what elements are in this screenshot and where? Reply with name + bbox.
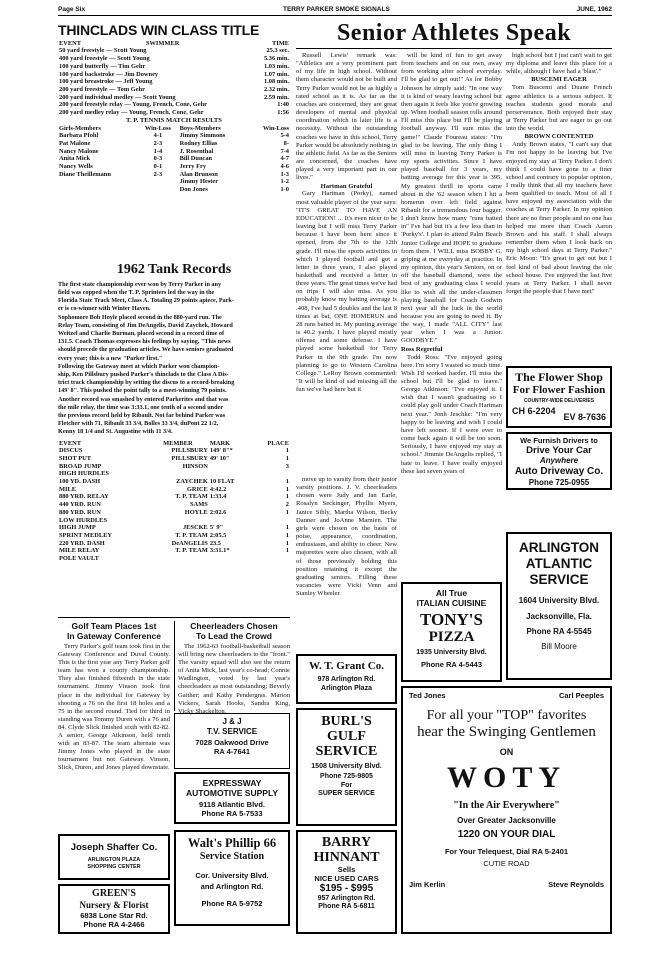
swim-time: 2.59 min. bbox=[263, 93, 289, 101]
girl-record: 2-3 bbox=[153, 170, 163, 178]
cheer-continued bbox=[296, 476, 397, 598]
boy-record: 7-4 bbox=[280, 147, 289, 155]
senior-col1 bbox=[296, 52, 397, 472]
senior-col3 bbox=[506, 52, 612, 362]
swim-time: 2.32 min. bbox=[263, 85, 289, 93]
tonys-pizza-ad: All True ITALIAN CUISINE TONY'S PIZZA 1935 University Blvd. Phone RA 4-5443 bbox=[401, 582, 502, 682]
senior-title: Senior Athletes Speak bbox=[336, 20, 572, 46]
subhead: BUSCEMI EAGER bbox=[531, 76, 587, 84]
subhead: Ross Regretful bbox=[401, 345, 443, 353]
col-event: EVENT bbox=[59, 39, 82, 47]
divider bbox=[58, 617, 290, 618]
shaffer-ad: Joseph Shaffer Co. ARLINGTON PLAZA SHOPPING CENTER bbox=[58, 834, 170, 880]
subhead: BROWN CONTENTED bbox=[524, 133, 594, 141]
cheer-article bbox=[174, 621, 290, 715]
flower-shop-ad: The Flower Shop For Flower Fashion COUNTRY-WIDE DELIVERIES CH 6-2204 EV 8-7636 bbox=[506, 366, 612, 428]
swim-time: 1.08 min. bbox=[263, 78, 289, 86]
swim-time: 1.03 min. bbox=[263, 62, 289, 70]
swim-event: 200 yard individual medley — Scott Young bbox=[59, 93, 176, 101]
swim-time: 1.07 min. bbox=[263, 70, 289, 78]
swim-time: 25.3 sec. bbox=[266, 47, 289, 55]
col-place: PLACE bbox=[267, 439, 289, 447]
boy-name: Bill Duncan bbox=[179, 155, 213, 163]
col-swimmer: SWIMMER bbox=[145, 39, 180, 47]
boy-record: 4-6 bbox=[280, 163, 289, 171]
senior-text: Gary Hartman (Porky), named most valuable player of the year says: "IT'S GREAT TO HAVE AN EDUCATION! ... It's even nicer to be leaving but I will miss Terry Parker because I have been here since it opened, from the 7th to the 12th grade. I'll miss the sports activities in which I played football and got a letter in three years, I also played basketball and received a letter in three years. The great times we've had on trips I will also miss. As you probably know my batting average is .408, I've had 5 doubles and the last 8 times at bat, ONE HOMERUN and 28 runs batted in. My punting average is 40.2 yards. I have played mostly offense and some defense. I have played some basketball for Terry Parker in the 9th grade. I'm now planning to go to Western Carolina College." LeRoy Brown commented: "It will be kind of sad missing all the fun we've had here but it bbox=[296, 190, 397, 394]
swim-event: 100 yard breastroke — Jeff Young bbox=[59, 78, 153, 86]
golf-body: Terry Parker's golf team took first in the Gateway Conference and Duval County. This is the first year any Terry Parker golf team has won a county championship. They also finished fifteenth in the state tournament. Jimmy Vinson took first place in the individual for Gateway by shooting a 76 on the first 18 holes and a 75 in the second round. Tied for third in standing was Tommy Duren with a 76 and 84. Clyde Slick finished sixth with 82-82. A senior, George Atkinson, held tenth with an 83-87. The team alternate was Jimmy Jones who played in the state tournament but not Gateway. Vinson, Slick, Duren, and Jones played downstate. bbox=[58, 643, 170, 772]
col-mark: MARK bbox=[209, 439, 231, 447]
boy-name: Jerry Fry bbox=[179, 163, 207, 171]
cheer-title: Cheerleaders Chosen To Lead the Crowd bbox=[190, 621, 278, 641]
barry-hinnant-ad: BARRY HINNANT Sells NICE USED CARS $195 - $995 957 Arlington Rd. Phone RA 5-6811 bbox=[296, 830, 397, 934]
thinclads-article bbox=[58, 22, 290, 194]
swim-event: 50 yard freestyle — Scott Young bbox=[59, 47, 147, 55]
swim-event: 100 yard butterfly — Tim Gehr bbox=[59, 62, 146, 70]
senior-text: Andy Brown states, "I can't say that I'm not happy to be leaving but I've enjoyed my stay at Terry Parker. I don't think I could have gone to a finer school and contrary to popular opinion, I really think that all my teachers have been qualified to teach. Most of all I have enjoyed my association with the coaches at Terry Parker. In my opinion there are no finer people and no one has helped me more than Coach Aaron Brown and his staff. I shall always remember them when I look back on my high school days at Terry Parker." Eric Moon: "It's great to get out but I feel kind of bad about leaving the ole school house. I've enjoyed the last five years at Terry Parker. I shall never forget the people that I have met" bbox=[506, 141, 612, 296]
boy-record: 8- bbox=[283, 139, 289, 147]
swim-time: 1:40 bbox=[277, 101, 289, 109]
girl-name: Diane Theillemann bbox=[59, 170, 111, 178]
arlington-atlantic-ad: ARLINGTON ATLANTIC SERVICE 1604 University Blvd. Jacksonville, Fla. Phone RA 4-5545 Bill Moore bbox=[506, 532, 612, 680]
auto-driveway-ad: We Furnish Drivers to Drive Your Car Anywhere Auto Driveway Co. Phone 725-0955 bbox=[506, 432, 612, 490]
expressway-ad: EXPRESSWAY AUTOMOTIVE SUPPLY 9118 Atlantic Blvd. Phone RA 5-7533 bbox=[174, 772, 290, 824]
issue-date: JUNE, 1962 bbox=[576, 6, 612, 13]
tank-title: 1962 Tank Records bbox=[116, 262, 232, 277]
senior-text: Tom Buscemi and Duane French agree athletics is a serious subject. It teaches students good morals and perserverance. Both enjoyed their stay at Terry Parker but are eager to go out into the world. bbox=[506, 84, 612, 133]
col-winloss: Win-Loss bbox=[262, 124, 289, 132]
senior-col2 bbox=[401, 52, 502, 475]
swim-event: 200 yard freestyle relay — Young, French, Cone, Gehr bbox=[59, 101, 207, 109]
boy-name: Jimmy Hester bbox=[179, 178, 219, 186]
golf-article bbox=[58, 621, 170, 831]
col-girls: Girls-Members bbox=[59, 124, 101, 132]
thinclads-title: THINCLADS WIN CLASS TITLE bbox=[58, 22, 260, 38]
boy-name: Don Jones bbox=[179, 186, 208, 194]
girl-name: Pat Malone bbox=[59, 139, 91, 147]
girl-record: 2-3 bbox=[153, 139, 163, 147]
subhead: Hartman Grateful bbox=[320, 182, 373, 190]
senior-text: Todd Ross: "I've enjoyed going here. I'm sorry I wasted so much time. Wish I'd worked harder. I'll miss the school but I'll be glad to leave." George Atkinson: "I've enjoyed it. I wish that I wasn't graduating so I could play golf under Coach Hartman next year." Jonh Jeschke: "I'm very happy to be leaving and wish I could have left sooner. If I were ever to come back again it will be too soon. Seriously, I have enjoyed my stay at school." Jimmie DeAngelis replied, "I hate to leave. I have really enjoyed these last seven years of bbox=[401, 353, 502, 475]
swim-time: 1:56 bbox=[277, 108, 289, 116]
woty-radio-ad: Ted Jones Carl Peeples For all your "TOP" favorites hear the Swinging Gentlemen ON WOTY "In the Air Everywhere" Over Greater Jacksonville 1220 ON YOUR DIAL For Your Telequest, Dial RA 5-2401 CUTIE ROAD Jim Kerlin Steve Reynolds bbox=[401, 686, 612, 934]
senior-text: move up to varsity from their junior varsity positions. J. V. cheerleaders chosen were Judy and Jan Earle, Rosalyn Seckinger, Phyllis Myers, Janice Sibly, Martha Wilson, Becky Danner and JoAnne Marnien. The girls were chosen on the basis of poise, appearance, coordination, enthusiasm, and ability to cheer. New majorettes were also chosen, with all of those previously holding this position retaining it except the graduating seniors. Filling these vacancies were Vicki Venn and Stanley Wheeler. bbox=[296, 476, 397, 598]
boy-record: 5-4 bbox=[280, 132, 289, 140]
col-time: TIME bbox=[271, 39, 289, 47]
boy-record: 4-7 bbox=[280, 155, 289, 163]
track-table: EVENT MEMBER MARK PLACE DISCUS PILLSBURY 149' 8"* 1 SHOT PUT PILLSBURY 49' 10" 1 BROAD JUMP HINSON 3 HIGH HURDLES 100 YD. DASH ZAYCHEK 10 FLAT 1 MILE GRICE 4:42.2 1 880 YRD. RELAY T. P. TEAM 1:33.4 1 440 YRD. RUN SAMS 2 880 YRD. RUN HOYLE 2:02.6 1 LOW HURDLES HIGH JUMP JESCKE 5' 9" 1 SPRINT MEDLEY T. P. TEAM 2:05.5 1 220 YRD. DASH DeANGELIS 23.5 1 MILE RELAY T. P. TEAM 3:31.1* 1 POLE VAULT bbox=[59, 439, 289, 562]
tank-body: The first state championship ever won by Terry Parker in any field was copped when the T. P. Sprinters led the way in the Florida State Track Meet, Class A. Totaling 29 points apiece, Park- er is co-winner with Winter Haven. Sophomore Bob Hoyle placed second in the 880-yard run. The Relay Team, consisting of Jim DeAngelis, David Zaychek, Howard Weitzel and Charlie Burman, placed second in a record time of 131.5. Coach Thomas expresses his feelings by saying, "This news should precede the graduation articles. We have seniors graduated every year; this is a new "Parker first." Following the Gateway meet at which Parker won champion- ship, Ken Pillsbury pushed Parker's thinclads to the Class A Dis- trict track championship by setting the discus to a record-breaking 149' 8". This pushed the point tally to a meet-winning 79 points. Another record was smashed by entered Parkerites and that was the mile relay, the time was 3:33.1, one tenth of a second under the previous record held by Ribault. Not far behind Parker was Fletcher with 71, Ribault 33 3/4, Bolles 33 3/4, duPont 22 1/2, Kenny 18 1/4 and St. Augustine with 11 3/4. bbox=[58, 280, 235, 436]
girl-record: 4-1 bbox=[153, 132, 163, 140]
cheer-body: The 1962-63 football-basketball season will bring new cheerleaders to the "front." The varsity squad will also see the return of Anita Mick, last year's co-head; Connie Wadlington, voted by last year's cheerleaders as most outstanding; Beverly Gaither; and Kathy Pendergras. Marion Vickers, Sarah Hooks, Sandra King, Vicky Shackelton, bbox=[178, 643, 290, 715]
boy-name: Jimmy Simmons bbox=[179, 132, 226, 140]
girl-record: 1-4 bbox=[153, 147, 163, 155]
swim-table bbox=[58, 40, 290, 117]
wt-grant-ad: W. T. Grant Co. 978 Arlington Rd. Arlington Plaza bbox=[296, 654, 397, 704]
swim-event: 400 yard freestyle — Scott Young bbox=[59, 55, 150, 63]
page-number: Page Six bbox=[58, 6, 86, 13]
boy-record: 1-2 bbox=[280, 178, 289, 186]
col-boys: Boys-Members bbox=[179, 124, 221, 132]
swim-event: 200 yard medley relay — Young, French, Cone, Gehr bbox=[59, 108, 204, 116]
girl-record: 0-1 bbox=[153, 163, 163, 171]
girl-name: Nancy Wells bbox=[59, 163, 93, 171]
tennis-title: T. P. TENNIS MATCH RESULTS bbox=[126, 116, 222, 124]
greens-nursery-ad: GREEN'S Nursery & Florist 6838 Lone Star Rd. Phone RA 4-2466 bbox=[58, 884, 170, 934]
senior-text: high school but I just can't wait to get my diploma and leave this place for a while, although I have had a 'blast'." bbox=[506, 52, 612, 76]
paper-name: TERRY PARKER SMOKE SIGNALS bbox=[283, 6, 390, 13]
walts-phillips-ad: Walt's Phillip 66 Service Station Cor. University Blvd. and Arlington Rd. Phone RA 5-9752 bbox=[174, 830, 290, 926]
divider bbox=[296, 48, 612, 49]
swim-event: 100 yard backstroke — Jim Downey bbox=[59, 70, 159, 78]
golf-title: Golf Team Places 1st In Gateway Conference bbox=[66, 621, 161, 641]
girl-name: Barbara Pfohl bbox=[59, 132, 99, 140]
tennis-table bbox=[58, 125, 290, 194]
girl-record: 0-3 bbox=[153, 155, 163, 163]
col-member: MEMBER bbox=[163, 439, 193, 447]
girl-name: Nancy Malone bbox=[59, 147, 99, 155]
boy-name: J. Rosenthal bbox=[179, 147, 214, 155]
boy-name: Alan Brunson bbox=[179, 170, 218, 178]
boy-name: Rodney Ellias bbox=[179, 139, 218, 147]
col-event: EVENT bbox=[59, 439, 82, 447]
page-header bbox=[58, 6, 612, 16]
senior-text: will be kind of fun to get away from teachers and on our own, away from working after school everyday. I'll be glad to get out!" As for Bobby Johnson he simply said: "In one way it is kind of weary leaving school but then again it feels like you're growing up. When football season rolls around I'll miss this place but I'll be playing football anyway. I'll sure miss the game!" Claude Foureau states: "I'm glad to be leaving. The only thing I will miss in leaving Terry Parker is my sports activities. Since I have played baseball for 3 years, my batting average for this year is 395. My greatest thrill in sports came about in the '62 season when I hit a homerun over left field against Ribault for a tremendous four bagger. I don't know how many "runs batted in" I've had but it's a few less than in 'Porky's'. I plan to attend Palm Beach Junior College and HOPE to graduate from there. I WILL miss BOBBY G. griping at me everyday at practice. In my opinion, this year's Seniors, on or off the baseball diamond, were the best of any graduating class I would like to wish all the under-classmen playing baseball for Coach Godwin next year all the luck in the world because you are going to need it. By the way, I made "ALL CITY" last year when I was a Junior. GOODBYE." bbox=[401, 52, 502, 345]
jj-tv-ad: J & J T.V. SERVICE 7028 Oakwood Drive RA 4-7641 bbox=[174, 713, 290, 769]
col-winloss: Win-Loss bbox=[144, 124, 171, 132]
boy-record: 1-3 bbox=[280, 170, 289, 178]
swim-time: 5.36 min. bbox=[263, 55, 289, 63]
senior-text: Russell Lewis' remark was: "Athletics are a very prominent part of my life in high school. Without them character would not be built and Terry Parker would not be as highly a rated school as it is. As far as the coaches are concerned, they are great developers of mental and physical coordination which in later life is a necessity. Without the outstanding coaches we have in this school, Terry Parker would be absolutely nothing in the athletic field. As far as the Seniors are concerned, the coaches have played a very important part in our lives." bbox=[296, 52, 397, 182]
burls-gulf-ad: BURL'S GULF SERVICE 1508 University Blvd. Phone 725-9805 For SUPER SERVICE bbox=[296, 708, 397, 826]
boy-record: 1-0 bbox=[280, 186, 289, 194]
tank-records-article bbox=[58, 262, 290, 563]
swim-event: 200 yard freestyle — Tom Gehr bbox=[59, 85, 145, 93]
girl-name: Anita Mick bbox=[59, 155, 91, 163]
